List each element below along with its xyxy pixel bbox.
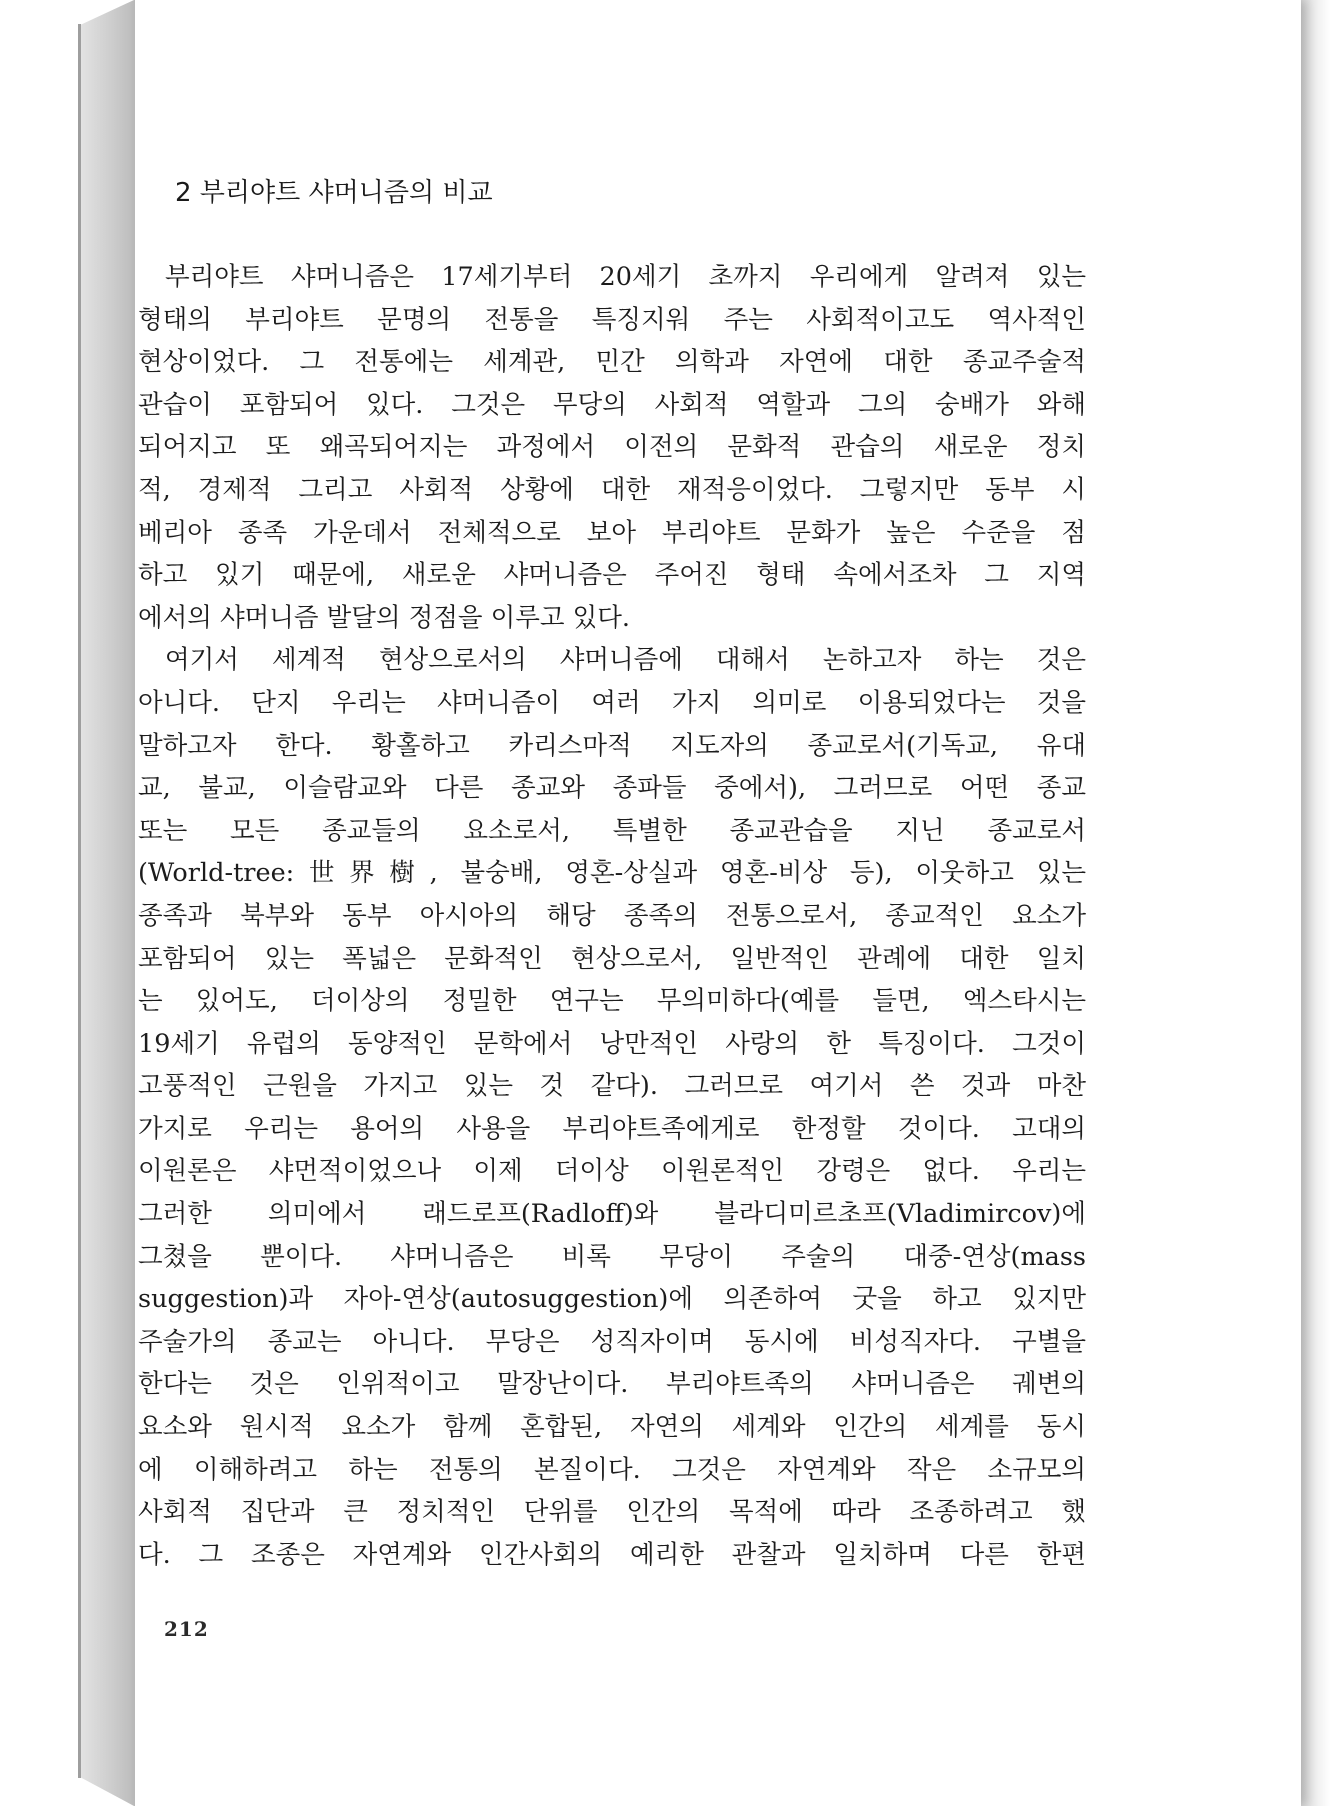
book-spine-edge [78, 24, 81, 1778]
text-line: 되어지고 또 왜곡되어지는 과정에서 이전의 문화적 관습의 새로운 정치 [138, 432, 1086, 463]
section-title: 2 부리야트 샤머니즘의 비교 [175, 178, 493, 208]
text-line: 종족과 북부와 동부 아시아의 해당 종족의 전통으로서, 종교적인 요소가 [138, 900, 1086, 931]
page-edge-shadow [1300, 0, 1330, 1806]
text-line: 말하고자 한다. 황홀하고 카리스마적 지도자의 종교로서(기독교, 유대 [138, 730, 1086, 761]
text-line: 이원론은 샤먼적이었으나 이제 더이상 이원론적인 강령은 없다. 우리는 [138, 1156, 1086, 1187]
text-line: 여기서 세계적 현상으로서의 샤머니즘에 대해서 논하고자 하는 것은 [165, 645, 1086, 676]
page-number: 212 [164, 1617, 209, 1641]
text-line: (World-tree:世界樹, 불숭배, 영혼-상실과 영혼-비상 등), 이웃하고 있는 [138, 858, 1086, 889]
text-line: 현상이었다. 그 전통에는 세계관, 민간 의학과 자연에 대한 종교주술적 [138, 347, 1086, 378]
text-line: 아니다. 단지 우리는 샤머니즘이 여러 가지 의미로 이용되었다는 것을 [138, 687, 1086, 718]
text-line: 고풍적인 근원을 가지고 있는 것 같다). 그러므로 여기서 쓴 것과 마찬 [138, 1071, 1086, 1102]
text-line: 형태의 부리야트 문명의 전통을 특징지워 주는 사회적이고도 역사적인 [138, 304, 1086, 335]
text-line: 관습이 포함되어 있다. 그것은 무당의 사회적 역할과 그의 숭배가 와해 [138, 389, 1086, 420]
text-line: 또는 모든 종교들의 요소로서, 특별한 종교관습을 지닌 종교로서 [138, 815, 1086, 846]
text-line: 포함되어 있는 폭넓은 문화적인 현상으로서, 일반적인 관례에 대한 일치 [138, 943, 1086, 974]
text-line: 는 있어도, 더이상의 정밀한 연구는 무의미하다(예를 들면, 엑스타시는 [138, 986, 1086, 1017]
text-line: 적, 경제적 그리고 사회적 상황에 대한 재적응이었다. 그렇지만 동부 시 [138, 474, 1086, 505]
text-line: 사회적 집단과 큰 정치적인 단위를 인간의 목적에 따라 조종하려고 했 [138, 1497, 1086, 1528]
text-line: suggestion)과 자아-연상(autosuggestion)에 의존하여 굿을 하고 있지만 [138, 1284, 1086, 1315]
text-line: 그쳤을 뿐이다. 샤머니즘은 비록 무당이 주술의 대중-연상(mass [138, 1241, 1086, 1272]
text-line: 교, 불교, 이슬람교와 다른 종교와 종파들 중에서), 그러므로 어떤 종교 [138, 773, 1086, 804]
text-line: 19세기 유럽의 동양적인 문학에서 낭만적인 사랑의 한 특징이다. 그것이 [138, 1028, 1086, 1059]
text-line: 주술가의 종교는 아니다. 무당은 성직자이며 동시에 비성직자다. 구별을 [138, 1326, 1086, 1357]
text-line: 요소와 원시적 요소가 함께 혼합된, 자연의 세계와 인간의 세계를 동시 [138, 1412, 1086, 1443]
text-line: 부리야트 샤머니즘은 17세기부터 20세기 초까지 우리에게 알려져 있는 [165, 262, 1086, 292]
text-line: 에서의 샤머니즘 발달의 정점을 이루고 있다. [138, 602, 631, 633]
text-line: 다. 그 조종은 자연계와 인간사회의 예리한 관찰과 일치하며 다른 한편 [138, 1539, 1086, 1570]
text-line: 그러한 의미에서 래드로프(Radloff)와 블라디미르초프(Vladimircov)에 [138, 1199, 1086, 1230]
text-line: 베리아 종족 가운데서 전체적으로 보아 부리야트 문화가 높은 수준을 점 [138, 517, 1086, 548]
body-text [138, 256, 1086, 1576]
text-line: 에 이해하려고 하는 전통의 본질이다. 그것은 자연계와 작은 소규모의 [138, 1454, 1086, 1485]
text-line: 가지로 우리는 용어의 사용을 부리야트족에게로 한정할 것이다. 고대의 [138, 1113, 1086, 1144]
text-line: 한다는 것은 인위적이고 말장난이다. 부리야트족의 샤머니즘은 궤변의 [138, 1369, 1086, 1400]
text-line: 하고 있기 때문에, 새로운 샤머니즘은 주어진 형태 속에서조차 그 지역 [138, 560, 1086, 591]
book-spine [78, 0, 134, 1806]
